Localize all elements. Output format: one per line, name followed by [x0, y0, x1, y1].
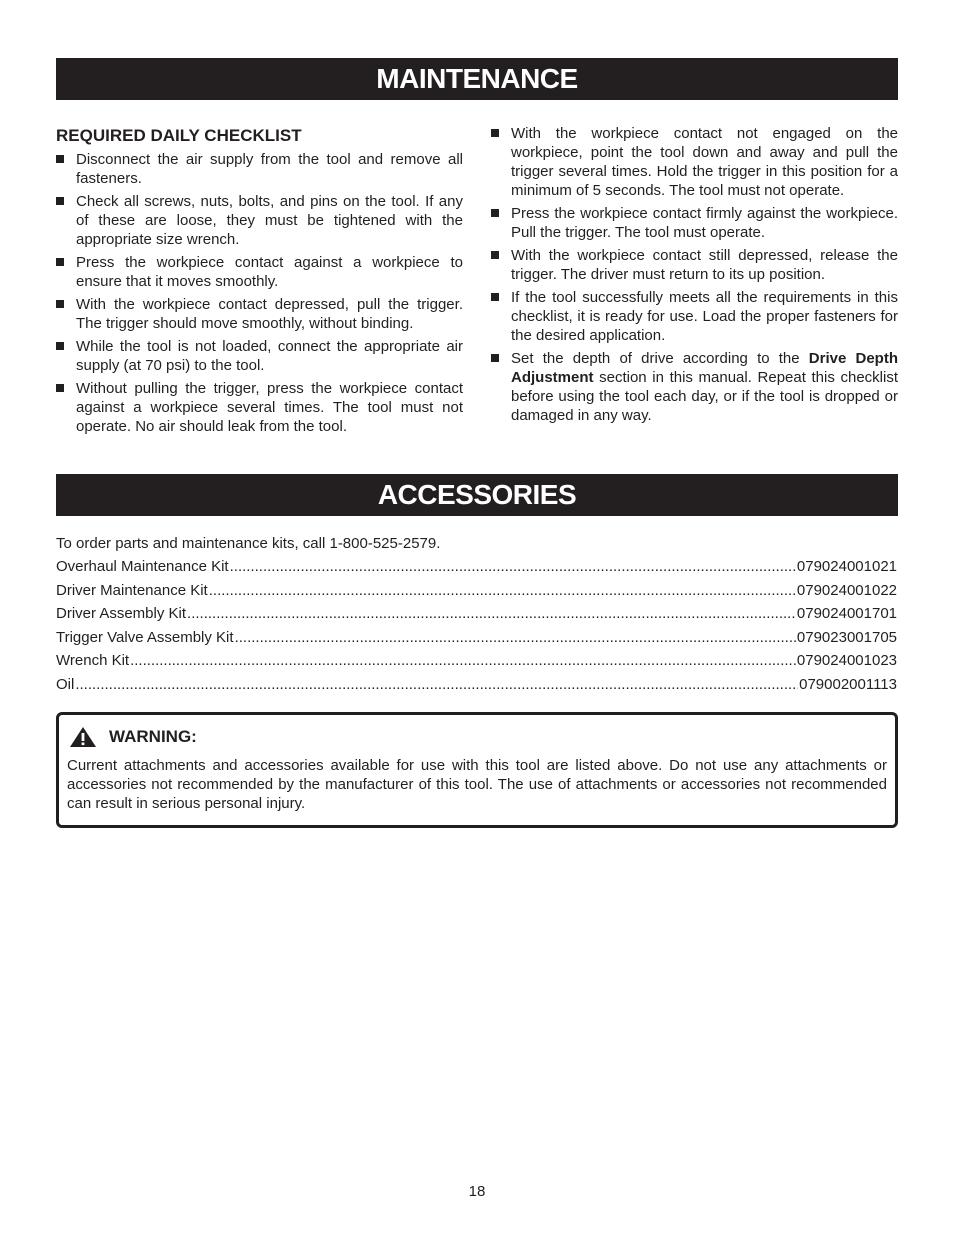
part-name: Driver Assembly Kit: [56, 605, 187, 622]
bullet-square-icon: [491, 251, 499, 259]
parts-list: [56, 557, 897, 698]
part-row: [56, 557, 897, 581]
part-number: 079023001705: [796, 628, 897, 646]
checklist-item-text: If the tool successfully meets all the requirements in this checklist, it is ready for use. Load the proper fasteners for the desired application.: [511, 289, 898, 344]
dot-leader: [130, 651, 796, 670]
part-number: 079002001113: [799, 675, 897, 693]
checklist-item-text: With the workpiece contact depressed, pull the trigger. The trigger should move smoothly, without binding.: [76, 296, 463, 332]
checklist-item: [56, 379, 463, 436]
dot-leader: [187, 604, 796, 623]
maintenance-banner: MAINTENANCE: [56, 58, 898, 100]
dot-leader: [230, 557, 796, 576]
checklist-item-text-part: Set the depth of drive according to the: [511, 350, 809, 367]
checklist-item-text: [511, 350, 898, 424]
dot-leader: [235, 628, 796, 647]
part-name: Oil: [56, 675, 75, 693]
part-name: Overhaul Maintenance Kit: [56, 558, 229, 575]
bullet-square-icon: [56, 342, 64, 350]
part-row: [56, 628, 897, 652]
checklist-item-text: While the tool is not loaded, connect the appropriate air supply (at 70 psi) to the tool.: [76, 338, 463, 374]
dot-leader: [209, 581, 796, 600]
warning-text: Current attachments and accessories available for use with this tool are listed above. Do not use any attachments or accessories not recommended by the manufacturer of this tool. The use of attachments or accessories not recommended can result in serious personal injury.: [67, 757, 887, 812]
bullet-square-icon: [491, 209, 499, 217]
page-number: 18: [468, 1183, 486, 1200]
accessories-intro: To order parts and maintenance kits, call 1-800-525-2579.: [56, 535, 441, 552]
checklist-item: [56, 337, 463, 375]
checklist-heading: REQUIRED DAILY CHECKLIST: [56, 126, 302, 145]
part-number: 079024001021: [796, 558, 897, 575]
checklist-item: [56, 192, 463, 249]
accessories-banner: ACCESSORIES: [56, 474, 898, 516]
checklist-right-column: [491, 124, 898, 429]
checklist-right-list: [491, 124, 898, 425]
checklist-item-text: With the workpiece contact still depressed, release the trigger. The driver must return to its up position.: [511, 247, 898, 283]
checklist-item-text: Press the workpiece contact against a workpiece to ensure that it moves smoothly.: [76, 254, 463, 290]
bullet-square-icon: [491, 293, 499, 301]
part-name: Driver Maintenance Kit: [56, 581, 208, 599]
part-name: Wrench Kit: [56, 652, 130, 669]
dot-leader: [75, 675, 798, 694]
bullet-square-icon: [56, 384, 64, 392]
checklist-item-text: Check all screws, nuts, bolts, and pins on the tool. If any of these are loose, they must be tightened with the appropriate size wrench.: [76, 193, 463, 248]
checklist-item-text: Disconnect the air supply from the tool and remove all fasteners.: [76, 151, 463, 187]
bullet-square-icon: [56, 197, 64, 205]
part-number: 079024001023: [796, 652, 897, 669]
part-row: [56, 604, 897, 628]
bullet-square-icon: [491, 129, 499, 137]
checklist-item: [491, 288, 898, 345]
part-name: Trigger Valve Assembly Kit: [56, 628, 234, 646]
warning-title: WARNING:: [109, 727, 197, 746]
checklist-item-text: Without pulling the trigger, press the workpiece contact against a workpiece several times. The tool must not operate. No air should leak from the tool.: [76, 380, 463, 435]
bullet-square-icon: [491, 354, 499, 362]
warning-box: [56, 712, 898, 828]
part-row: [56, 581, 897, 605]
warning-triangle-icon: [69, 726, 97, 748]
part-number: 079024001022: [796, 581, 897, 599]
checklist-item: [491, 204, 898, 242]
drive-depth-adjustment-reference: Drive Depth Adjustment: [511, 350, 898, 386]
checklist-item-text-part: section in this manual. Repeat this checklist before using the tool each day, or if the tool is dropped or damaged in any way.: [511, 369, 898, 424]
bullet-square-icon: [56, 300, 64, 308]
checklist-item: [56, 253, 463, 291]
checklist-item-text: Press the workpiece contact firmly against the workpiece. Pull the trigger. The tool must operate.: [511, 205, 898, 241]
part-number: 079024001701: [796, 605, 897, 622]
checklist-item: [56, 150, 463, 188]
warning-header: [69, 726, 197, 748]
checklist-item: [491, 124, 898, 200]
checklist-item: [491, 349, 898, 425]
checklist-item: [56, 295, 463, 333]
bullet-square-icon: [56, 258, 64, 266]
checklist-left-column: [56, 124, 463, 440]
part-row: [56, 651, 897, 675]
checklist-left-list: [56, 150, 463, 436]
part-row: [56, 675, 897, 699]
checklist-item: [491, 246, 898, 284]
bullet-square-icon: [56, 155, 64, 163]
checklist-item-text: With the workpiece contact not engaged on the workpiece, point the tool down and away and pull the trigger several times. Hold the trigger in this position for a minimum of 5 seconds. The tool must not operate.: [511, 125, 898, 199]
